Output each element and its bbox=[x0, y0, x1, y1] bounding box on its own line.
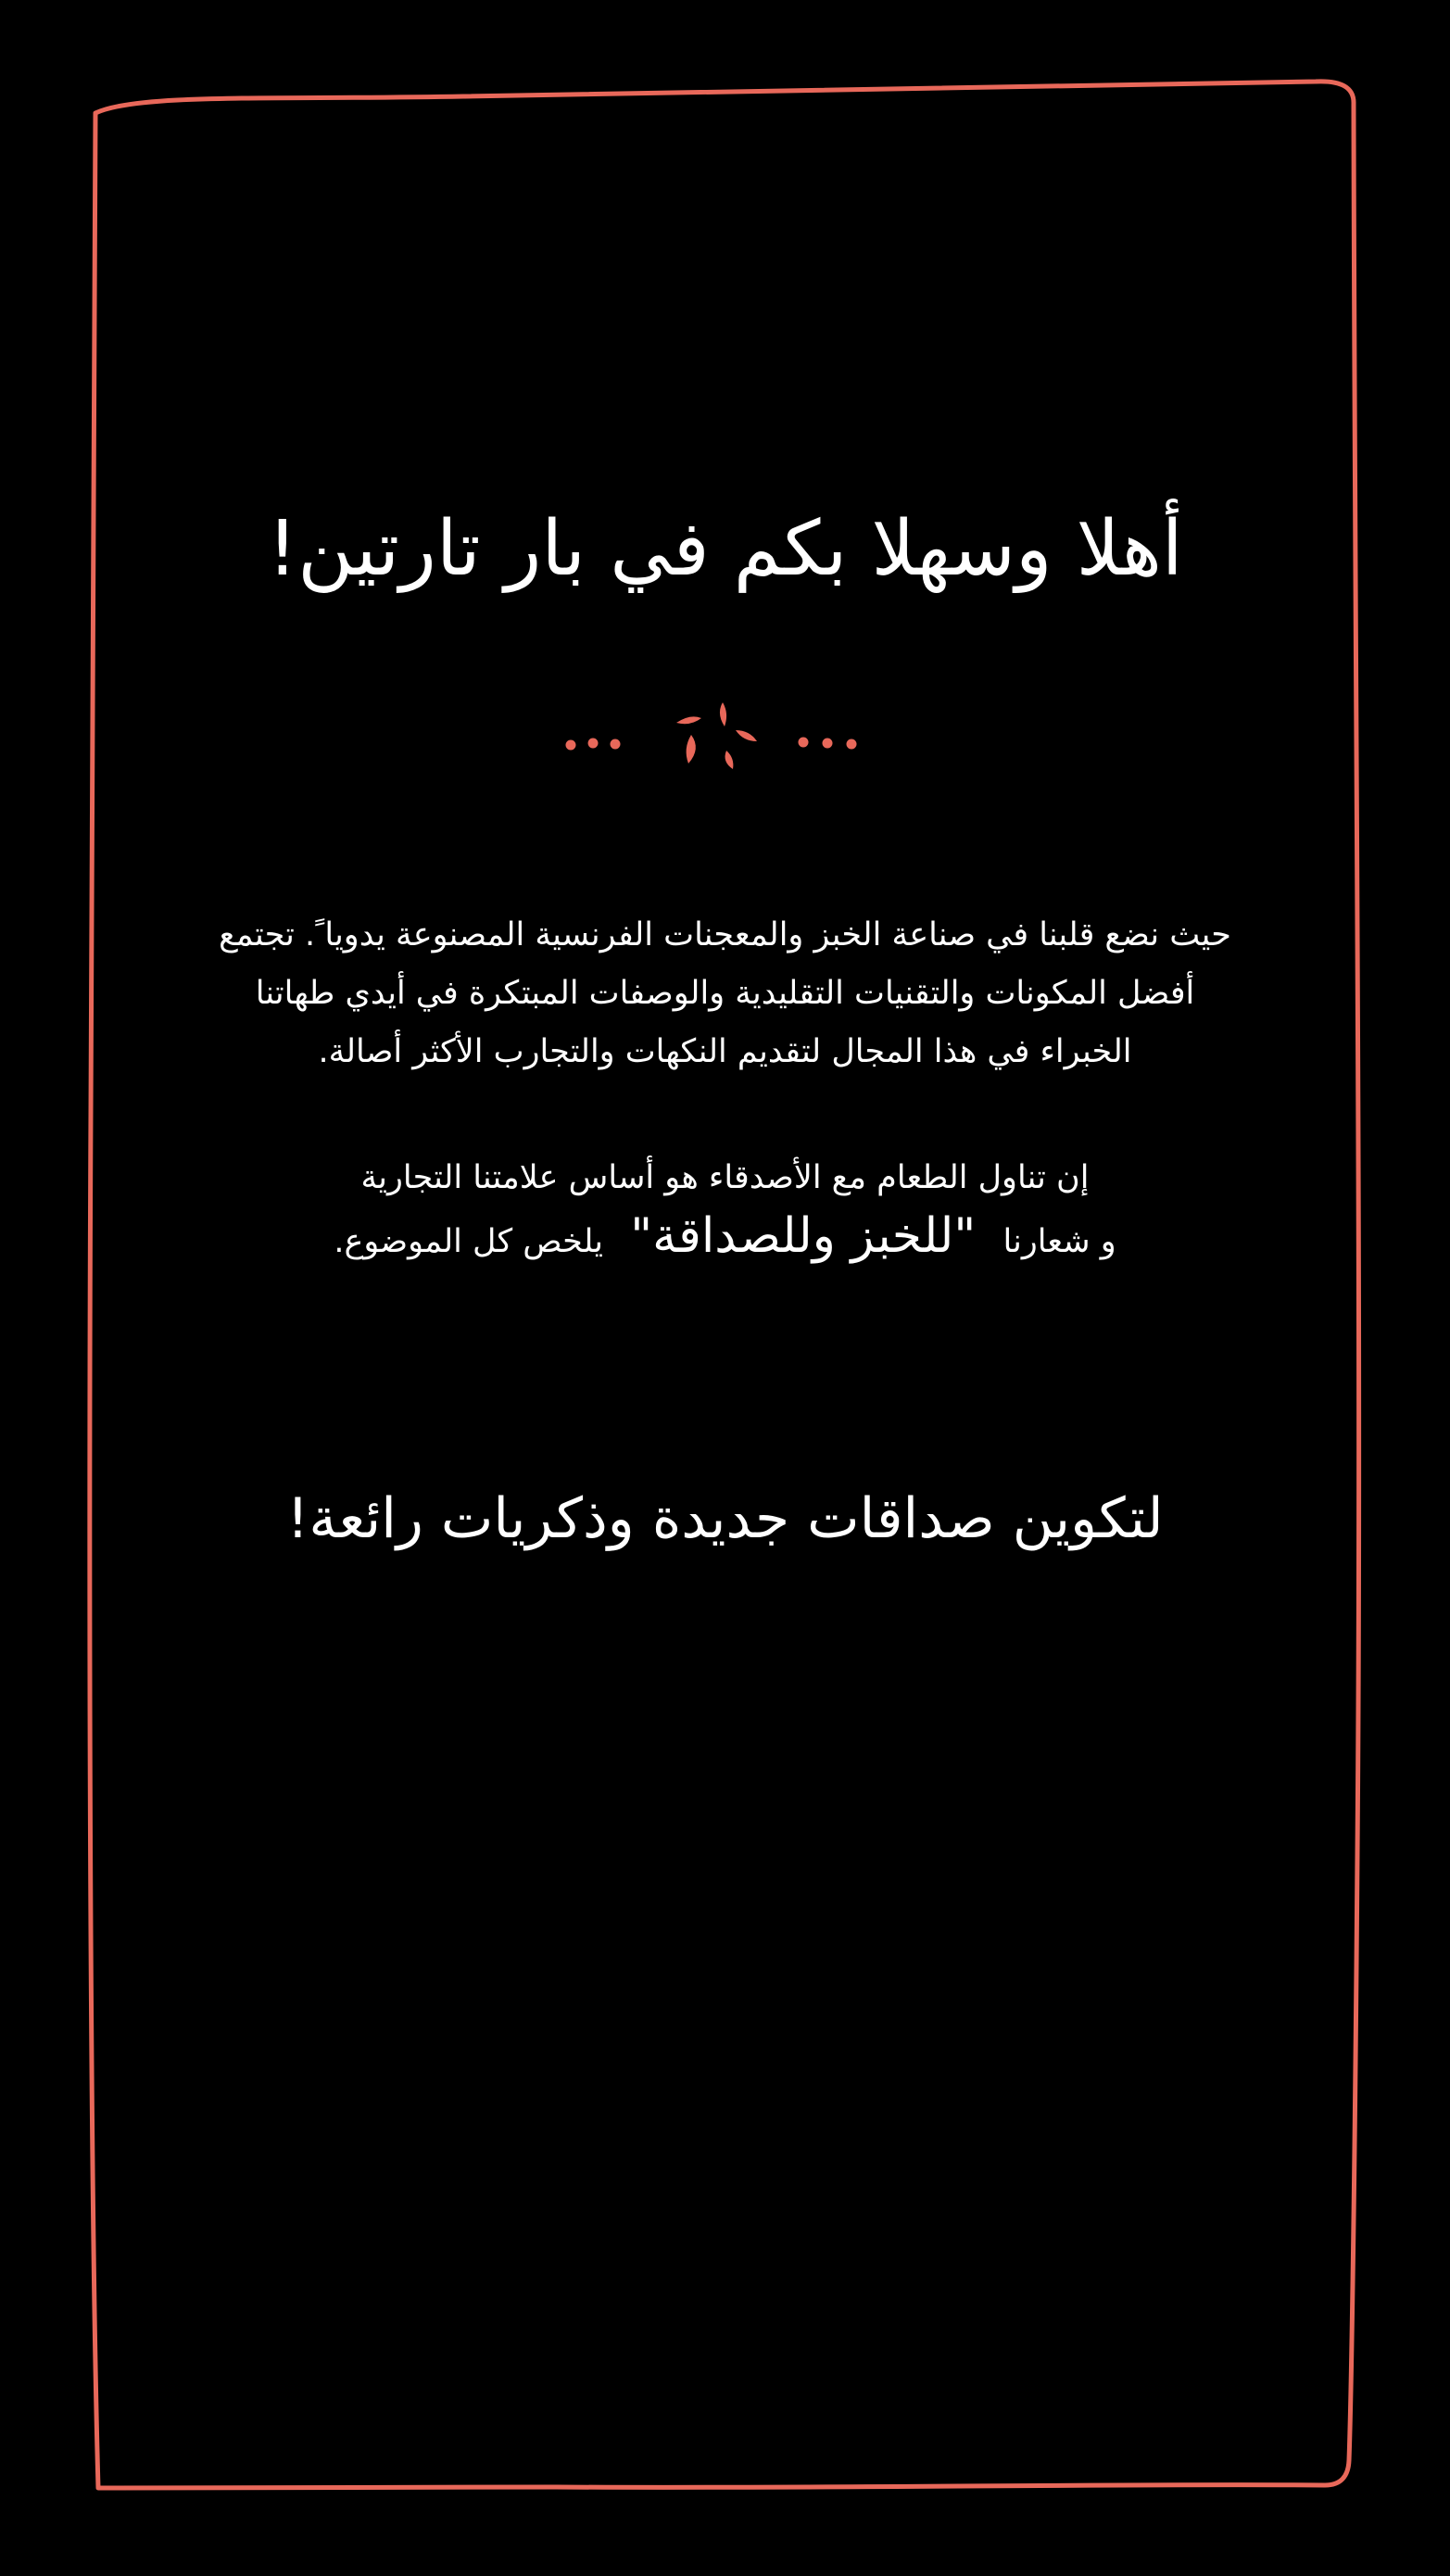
closing-heading: لتكوين صداقات جديدة وذكريات رائعة! bbox=[286, 1486, 1164, 1551]
intro-paragraph bbox=[148, 906, 1302, 1081]
slogan-suffix: يلخص كل الموضوع. bbox=[334, 1223, 604, 1260]
brand-slogan-line bbox=[148, 1207, 1302, 1271]
slogan-text: "للخبز وللصداقة" bbox=[630, 1208, 977, 1264]
brand-line: إن تناول الطعام مع الأصدقاء هو أساس علامتنا التجارية bbox=[360, 1159, 1090, 1196]
intro-line: أفضل المكونات والتقنيات التقليدية والوصفات المبتكرة في أيدي طهاتنا bbox=[255, 975, 1195, 1012]
brand-paragraph bbox=[148, 1149, 1302, 1271]
page-title: أهلا وسهلا بكم في بار تارتين! bbox=[267, 505, 1183, 593]
dots-and-sparkle-divider-icon bbox=[551, 693, 899, 777]
slogan-prefix: و شعارنا bbox=[1002, 1223, 1116, 1260]
intro-line: حيث نضع قلبنا في صناعة الخبز والمعجنات الفرنسية المصنوعة يدويا ً. تجتمع bbox=[219, 916, 1231, 953]
intro-line: الخبراء في هذا المجال لتقديم النكهات والتجارب الأكثر أصالة. bbox=[318, 1033, 1132, 1070]
